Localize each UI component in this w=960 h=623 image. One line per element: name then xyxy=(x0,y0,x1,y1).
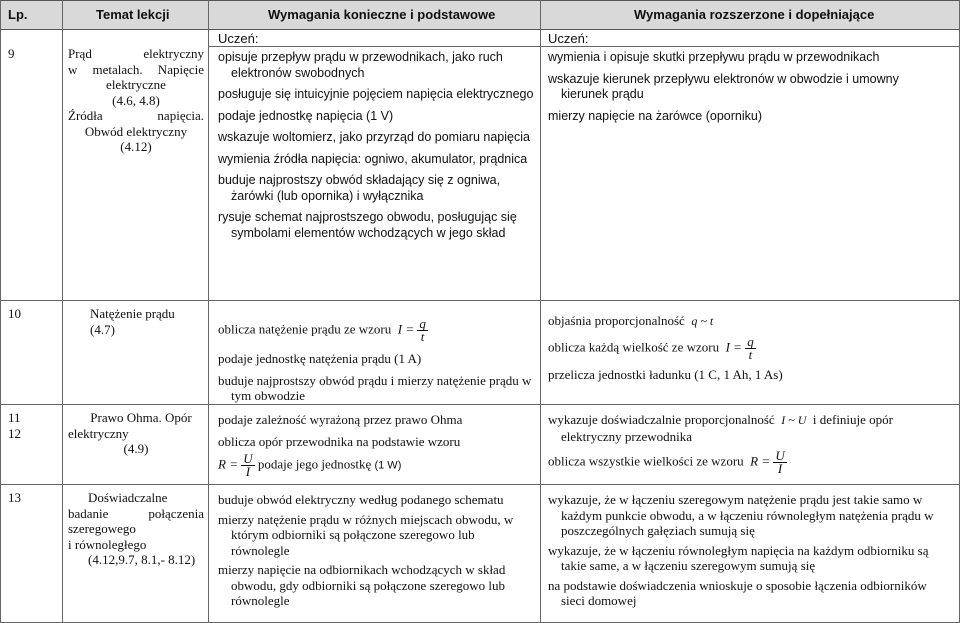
row-divider xyxy=(208,46,960,47)
list-item: wykazuje, że w łączeniu szeregowym natężenie prądu jest takie samo w każdym punkcie obwodu, a w łączeniu równoległym natężenia prądu w poszczególnych gałęziach sumują się xyxy=(548,492,934,538)
subheader-extended: Uczeń: xyxy=(548,31,589,46)
row9-topic: Prąd elektryczny w metalach. Napięcie elektryczne (4.6, 4.8) Źródła napięcia. Obwód elektryczny (4.12) xyxy=(68,46,204,154)
row13-basic xyxy=(218,492,534,613)
fraction: $\frac{q}{t}$ xyxy=(747,333,754,362)
fraction: $\frac{U}{I}$ xyxy=(775,448,785,476)
row13-lp: 13 xyxy=(8,490,21,505)
list-item: wykazuje, że w łączeniu równoległym napięcia na każdym odbiorniku są takie same, a w łączeniu szeregowym sumują się xyxy=(548,542,929,573)
list-item: podaje jednostkę napięcia (1 V) xyxy=(218,108,394,123)
row9-basic xyxy=(218,50,534,247)
list-item: rysuje schemat najprostszego obwodu, posługując się symbolami elementów wchodzących w jego skład xyxy=(218,210,517,240)
list-item: mierzy napięcie na żarówce (oporniku) xyxy=(548,108,762,123)
formula-item: oblicza natężenie prądu ze wzoru I = $\frac{q}{t}$ xyxy=(218,316,426,344)
list-item: mierzy natężenie prądu w różnych miejscach obwodu, w którym odbiorniki są połączone szeregowo lub równolegle xyxy=(218,511,514,558)
fraction: $\frac{U}{I}$ xyxy=(243,451,253,479)
column-divider xyxy=(540,0,541,623)
list-item: wskazuje kierunek przepływu elektronów w obwodzie i umowny kierunek prądu xyxy=(548,71,899,101)
formula-item: oblicza każdą wielkość ze wzoru I = $\frac{q}{t}$ xyxy=(548,333,754,362)
row-divider xyxy=(0,300,960,301)
row11-topic: Prawo Ohma. Opór elektryczny (4.9) xyxy=(68,410,192,456)
list-item: mierzy napięcie na odbiornikach wchodzących w skład obwodu, gdy odbiorniki są połączone szeregowo lub równolegle xyxy=(218,562,506,608)
column-divider xyxy=(0,0,1,623)
list-item: podaje jednostkę natężenia prądu (1 A) xyxy=(218,351,422,366)
list-item: posługuje się intuicyjnie pojęciem napięcia elektrycznego xyxy=(218,87,534,101)
row9-extended xyxy=(548,50,948,130)
list-item: buduje najprostszy obwód składający się z ogniwa, żarówki (lub opornika) i wyłącznika xyxy=(218,173,501,203)
list-item: wskazuje woltomierz, jako przyrząd do pomiaru napięcia xyxy=(218,130,530,144)
row10-basic xyxy=(218,318,534,410)
column-divider xyxy=(208,0,209,623)
fraction: $\frac{q}{t}$ xyxy=(419,316,426,344)
row-divider xyxy=(0,484,960,485)
list-item: wymienia i opisuje skutki przepływu prądu w przewodnikach xyxy=(548,50,880,64)
row9-lp: 9 xyxy=(8,46,15,61)
header-lp: Lp. xyxy=(8,7,28,22)
row10-extended xyxy=(548,313,948,388)
list-item: buduje najprostszy obwód prądu i mierzy natężenie prądu w tym obwodzie xyxy=(218,372,532,403)
list-item: na podstawie doświadczenia wnioskuje o sposobie łączenia odbiorników sieci domowej xyxy=(548,577,927,608)
header-topic: Temat lekcji xyxy=(96,7,170,22)
row10-topic: Natężenie prądu (4.7) xyxy=(90,306,175,337)
row11-basic xyxy=(218,412,534,484)
formula-item: R = $\frac{U}{I}$ podaje jego jednostkę (1 W) xyxy=(218,451,402,479)
table-header xyxy=(0,0,960,30)
row13-topic: Doświadczalne badanie połączenia szeregowego i równoległego (4.12,9.7, 8.1,- 8.12) xyxy=(68,490,204,567)
row11-extended xyxy=(548,412,948,481)
list-item: wymienia źródła napięcia: ogniwo, akumulator, prądnica xyxy=(218,151,528,166)
header-basic: Wymagania konieczne i podstawowe xyxy=(268,7,496,22)
list-item: opisuje przepływ prądu w przewodnikach, jako ruch elektronów swobodnych xyxy=(218,50,503,80)
row13-extended xyxy=(548,492,952,613)
list-item: podaje zależność wyrażoną przez prawo Ohma xyxy=(218,412,463,427)
list-item: objaśnia proporcjonalność q ~ t xyxy=(548,313,714,328)
list-item: oblicza opór przewodnika na podstawie wzoru xyxy=(218,433,461,449)
list-item: przelicza jednostki ładunku (1 C, 1 Ah, 1 As) xyxy=(548,366,783,382)
formula-item: oblicza wszystkie wielkości ze wzoru R = $\frac{U}{I}$ xyxy=(548,448,785,476)
subheader-basic: Uczeń: xyxy=(218,31,259,46)
header-extended: Wymagania rozszerzone i dopełniające xyxy=(634,7,875,22)
list-item: buduje obwód elektryczny według podanego schematu xyxy=(218,492,504,507)
column-divider xyxy=(62,0,63,623)
list-item: wykazuje doświadczalnie proporcjonalność I ~ U i definiuje opór elektryczny przewodnika xyxy=(548,412,894,444)
row10-lp: 10 xyxy=(8,306,21,321)
row11-lp: 11 12 xyxy=(8,410,21,441)
